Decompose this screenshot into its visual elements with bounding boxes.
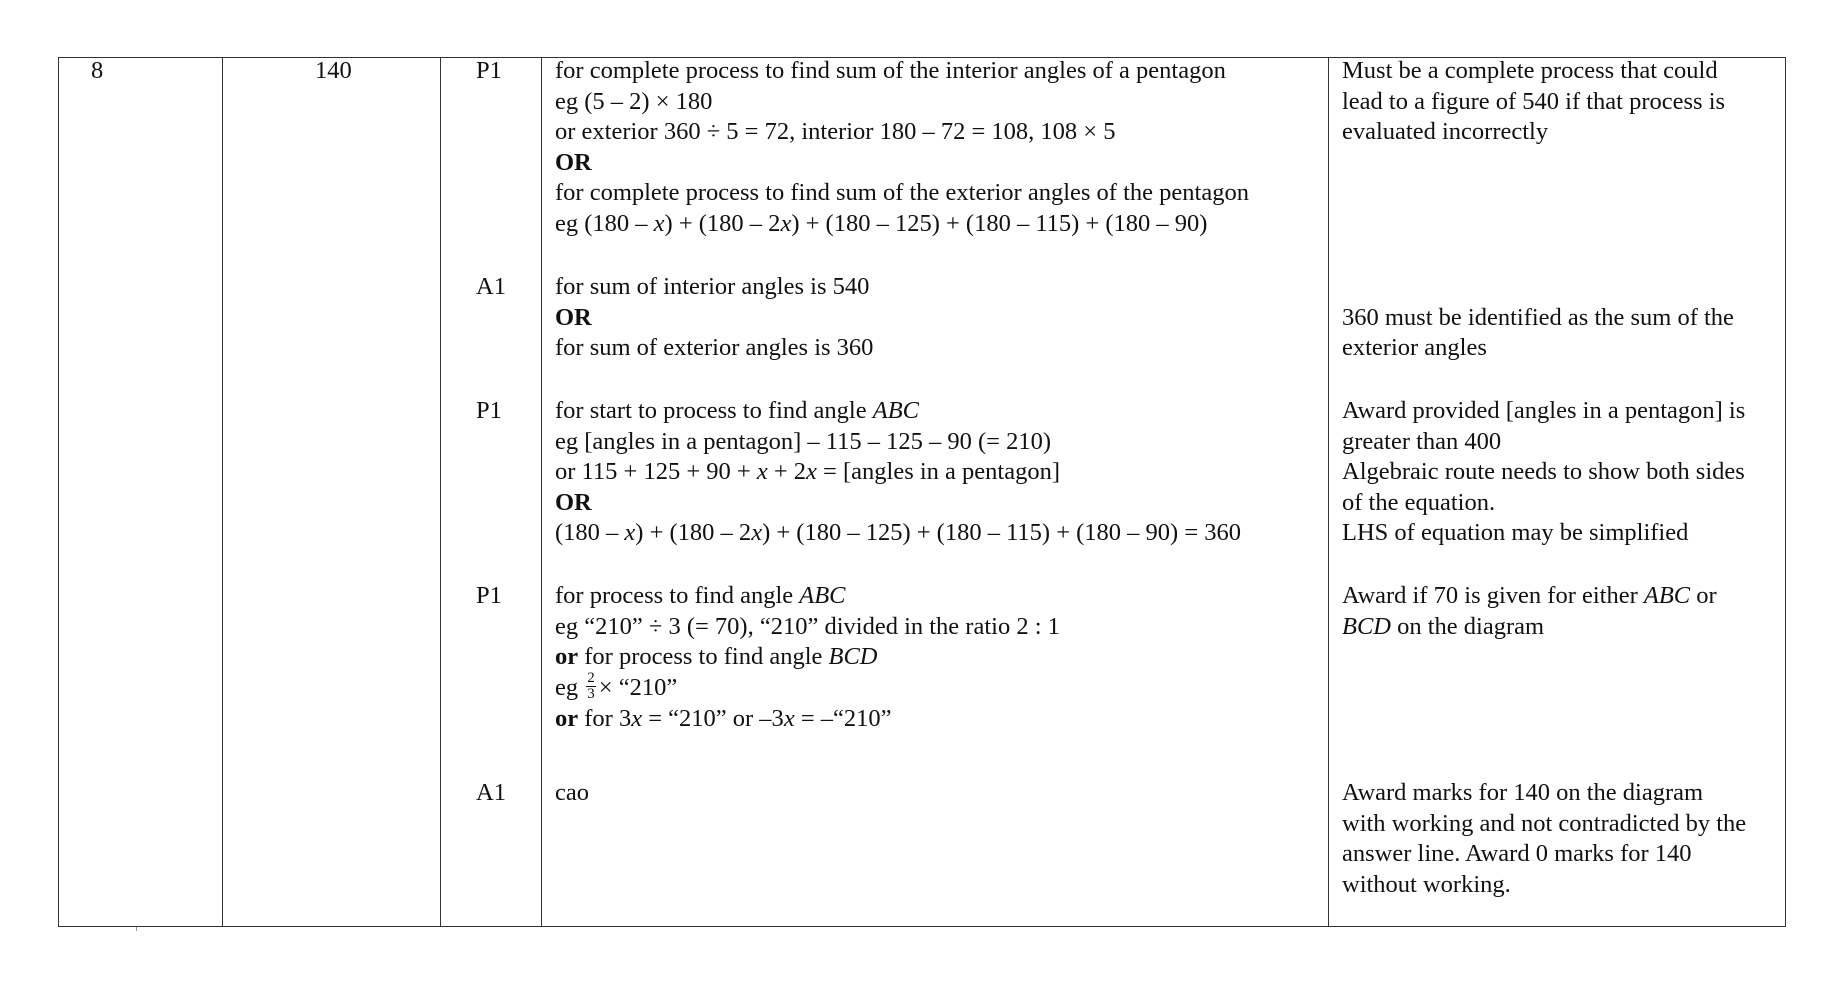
text-line [555, 488, 1241, 519]
text-segment: ) + (180 – 2 [635, 519, 752, 546]
text-segment: lead to a figure of 540 if that process is [1342, 87, 1726, 115]
text-segment: for complete process to find sum of the interior angles of a pentagon [555, 57, 1226, 84]
mark-code: P1 [476, 582, 502, 609]
text-segment: eg (180 – [555, 209, 654, 237]
notes-block [1342, 396, 1745, 549]
italic-text: x [631, 705, 643, 733]
notes-block [1342, 778, 1746, 900]
bold-text: or [555, 705, 579, 733]
text-line [555, 303, 873, 334]
guidance-block [555, 581, 1060, 735]
italic-text: ABC [872, 397, 920, 424]
text-line [555, 612, 1060, 643]
text-segment: + 2 [767, 458, 807, 485]
text-segment: for complete process to find sum of the exterior angles of the pentagon [555, 179, 1249, 206]
guidance-block [555, 56, 1249, 239]
text-line [555, 272, 873, 303]
text-segment: for process to find angle [555, 582, 800, 609]
text-line [555, 396, 1241, 427]
italic-text: x [756, 458, 768, 485]
text-line [555, 148, 1249, 179]
fraction-numerator: 2 [587, 670, 595, 687]
column-divider [1328, 58, 1329, 926]
notes-block [1342, 56, 1725, 148]
text-line [1342, 56, 1725, 87]
text-line [555, 642, 1060, 673]
bold-text: OR [555, 148, 592, 176]
mark-code: P1 [476, 397, 502, 424]
text-segment: eg [angles in a pentagon] – 115 – 125 – 90 (= 210) [555, 427, 1051, 455]
text-segment: without working. [1342, 870, 1511, 898]
text-segment: with working and not contradicted by the [1342, 809, 1747, 837]
text-line [555, 427, 1241, 458]
column-divider [440, 58, 441, 926]
text-segment: Algebraic route needs to show both sides [1342, 458, 1745, 485]
column-divider [222, 58, 223, 926]
text-line [1342, 612, 1717, 643]
text-segment: exterior angles [1342, 334, 1487, 361]
text-line [1342, 457, 1745, 488]
text-line [555, 670, 1060, 705]
text-line [1342, 839, 1746, 870]
text-line [1342, 809, 1746, 840]
text-line [1342, 427, 1745, 458]
text-line [1342, 518, 1745, 549]
mark-code: P1 [476, 57, 502, 84]
guidance-block [555, 396, 1241, 549]
text-segment: for sum of exterior angles is 360 [555, 334, 874, 361]
italic-text: x [751, 519, 763, 546]
guidance-block [555, 272, 873, 364]
italic-text: x [783, 705, 795, 733]
text-line [1342, 333, 1734, 364]
text-segment: for start to process to find angle [555, 397, 873, 424]
italic-text: x [653, 209, 665, 237]
mark-code: A1 [476, 273, 506, 300]
text-segment: greater than 400 [1342, 427, 1502, 455]
text-segment: LHS of equation may be simplified [1342, 519, 1689, 546]
text-segment: = [angles in a pentagon] [816, 458, 1060, 485]
guidance-block [555, 778, 589, 809]
text-line [555, 178, 1249, 209]
italic-text: BCD [1342, 612, 1391, 640]
text-segment: ) + (180 – 125) + (180 – 115) + (180 – 90) = 360 [762, 519, 1242, 546]
text-line [555, 704, 1060, 735]
text-segment: cao [555, 779, 589, 806]
text-segment: eg “210” ÷ 3 (= 70), “210” divided in the ratio 2 : 1 [555, 612, 1060, 640]
question-number: 8 [91, 57, 104, 84]
page-mark [136, 927, 137, 931]
italic-text: x [806, 458, 817, 485]
question-answer: 140 [315, 57, 352, 84]
text-segment: for sum of interior angles is 540 [555, 273, 870, 300]
notes-block [1342, 272, 1734, 364]
text-segment: on the diagram [1391, 612, 1545, 640]
text-line [555, 581, 1060, 612]
text-segment: Must be a complete process that could [1342, 57, 1718, 84]
bold-text: or [555, 643, 579, 670]
text-line [1342, 396, 1745, 427]
text-line [1342, 117, 1725, 148]
text-segment: or 115 + 125 + 90 + [555, 458, 757, 485]
text-line [1342, 272, 1734, 303]
column-divider [541, 58, 542, 926]
text-line [1342, 488, 1745, 519]
fraction [586, 671, 596, 702]
text-segment: eg [555, 673, 585, 701]
text-segment: for process to find angle [578, 643, 829, 670]
italic-text: ABC [1643, 582, 1691, 609]
text-segment: or [1690, 582, 1717, 609]
italic-text: ABC [799, 582, 846, 609]
text-segment: Award provided [angles in a pentagon] is [1342, 397, 1746, 424]
text-line [1342, 778, 1746, 809]
notes-block [1342, 581, 1717, 642]
text-line [555, 457, 1241, 488]
text-line [1342, 303, 1734, 334]
text-line [555, 87, 1249, 118]
text-segment: or exterior 360 ÷ 5 = 72, interior 180 – 72 = 108, 108 × 5 [555, 118, 1116, 145]
text-line [555, 778, 589, 809]
fraction-denominator: 3 [587, 686, 595, 703]
text-segment: for 3 [578, 705, 632, 733]
text-segment: eg (5 – 2) × 180 [555, 87, 713, 115]
text-segment: answer line. Award 0 marks for 140 [1342, 840, 1692, 867]
text-segment: Award if 70 is given for either [1342, 582, 1644, 609]
text-segment: 360 must be identified as the sum of the [1342, 303, 1734, 331]
italic-text: x [780, 209, 792, 237]
mark-code: A1 [476, 779, 506, 806]
text-line [555, 333, 873, 364]
text-segment: (180 – [555, 519, 625, 546]
bold-text: OR [555, 488, 592, 516]
text-segment: = “210” or –3 [642, 705, 784, 733]
text-line [555, 117, 1249, 148]
text-segment: ) + (180 – 125) + (180 – 115) + (180 – 90) [791, 209, 1208, 237]
text-line [555, 209, 1249, 240]
text-segment: = –“210” [794, 705, 892, 733]
text-line [555, 518, 1241, 549]
italic-text: BCD [828, 643, 878, 670]
text-segment: of the equation. [1342, 488, 1496, 516]
text-segment: Award marks for 140 on the diagram [1342, 779, 1704, 806]
text-line [555, 56, 1249, 87]
text-segment: evaluated incorrectly [1342, 118, 1549, 145]
text-line [1342, 581, 1717, 612]
text-segment: × “210” [598, 673, 678, 701]
bold-text: OR [555, 303, 592, 331]
text-segment: ) + (180 – 2 [664, 209, 781, 237]
text-line [1342, 870, 1746, 901]
text-line [1342, 87, 1725, 118]
italic-text: x [624, 519, 636, 546]
